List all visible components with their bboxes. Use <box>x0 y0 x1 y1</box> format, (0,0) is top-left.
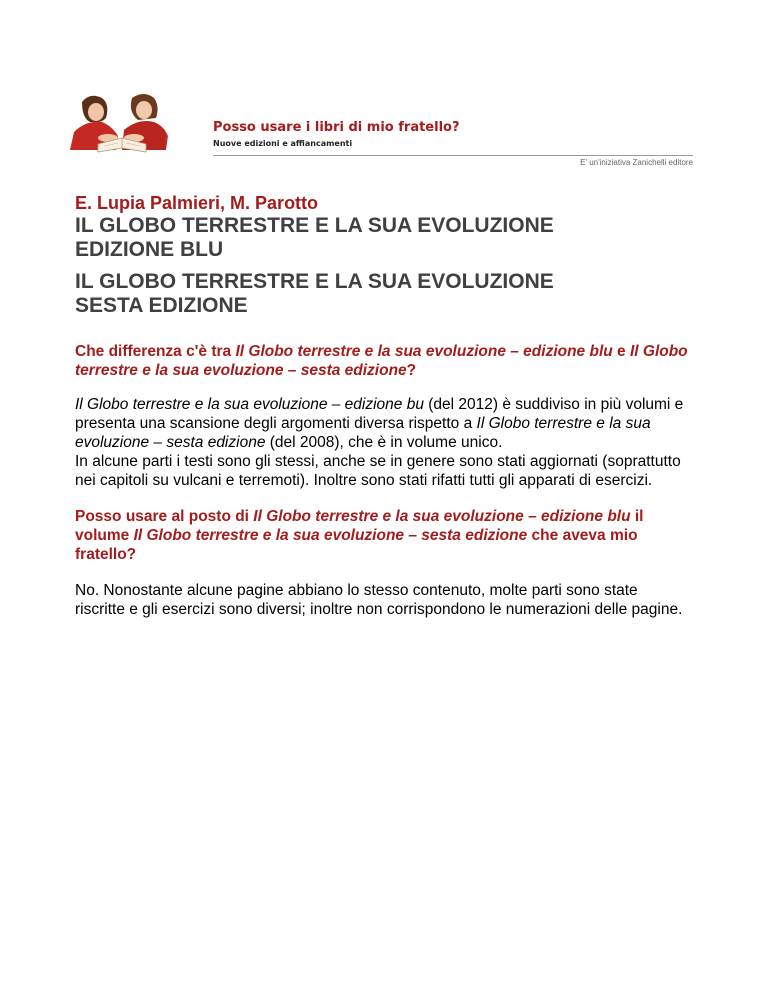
header-banner <box>68 92 693 167</box>
book-title-ref: Il Globo terrestre e la sua evoluzione – sesta edizione <box>75 415 651 451</box>
question-text: Che differenza c'è tra <box>75 343 236 360</box>
question-text: e <box>612 343 630 360</box>
book-title-new-edition <box>75 214 690 262</box>
question-text: il volume <box>75 508 644 544</box>
title-line: EDIZIONE BLU <box>75 238 224 261</box>
title-line: SESTA EDIZIONE <box>75 294 248 317</box>
faq-question-difference <box>75 342 690 380</box>
book-title-ref: Il Globo terrestre e la sua evoluzione – sesta edizione <box>133 527 528 544</box>
answer-text: (del 2008), che è in volume unico. <box>265 434 503 451</box>
document-body <box>75 193 690 619</box>
book-title-ref: Il Globo terrestre e la sua evoluzione – sesta edizione <box>75 343 688 379</box>
faq-answer-difference <box>75 395 690 490</box>
question-text: Posso usare al posto di <box>75 508 254 525</box>
children-reading-book-illustration <box>68 92 206 156</box>
title-line: IL GLOBO TERRESTRE E LA SUA EVOLUZIONE <box>75 214 554 237</box>
banner-divider <box>213 155 693 156</box>
book-authors: E. Lupia Palmieri, M. Parotto <box>75 193 319 213</box>
publisher-credit: E' un'iniziativa Zanichelli editore <box>580 158 693 167</box>
question-text: ? <box>406 362 417 379</box>
answer-text: In alcune parti i testi sono gli stessi, anche se in genere sono stati aggiornati (soprattutto nei capitoli su vulcani e terremoti). Inoltre sono stati rifatti tutti gli apparati di esercizi. <box>75 453 681 489</box>
banner-title: Posso usare i libri di mio fratello? <box>213 120 460 135</box>
book-title-ref: Il Globo terrestre e la sua evoluzione – edizione blu <box>235 343 613 360</box>
faq-question-substitute <box>75 507 690 564</box>
book-title-old-edition <box>75 270 690 318</box>
question-text: che aveva mio fratello? <box>75 527 638 563</box>
book-title-ref: Il Globo terrestre e la sua evoluzione – edizione blu <box>253 508 631 525</box>
faq-answer-substitute: No. Nonostante alcune pagine abbiano lo stesso contenuto, molte parti sono state riscritte e gli esercizi sono diversi; inoltre non corrispondono le numerazioni delle pagine. <box>75 582 683 618</box>
title-line: IL GLOBO TERRESTRE E LA SUA EVOLUZIONE <box>75 270 554 293</box>
banner-subtitle: Nuove edizioni e affiancamenti <box>213 139 353 148</box>
answer-text: (del 2012) è suddiviso in più volumi e presenta una scansione degli argomenti diversa rispetto a <box>75 396 684 432</box>
book-title-ref: Il Globo terrestre e la sua evoluzione – edizione bu <box>75 396 424 413</box>
